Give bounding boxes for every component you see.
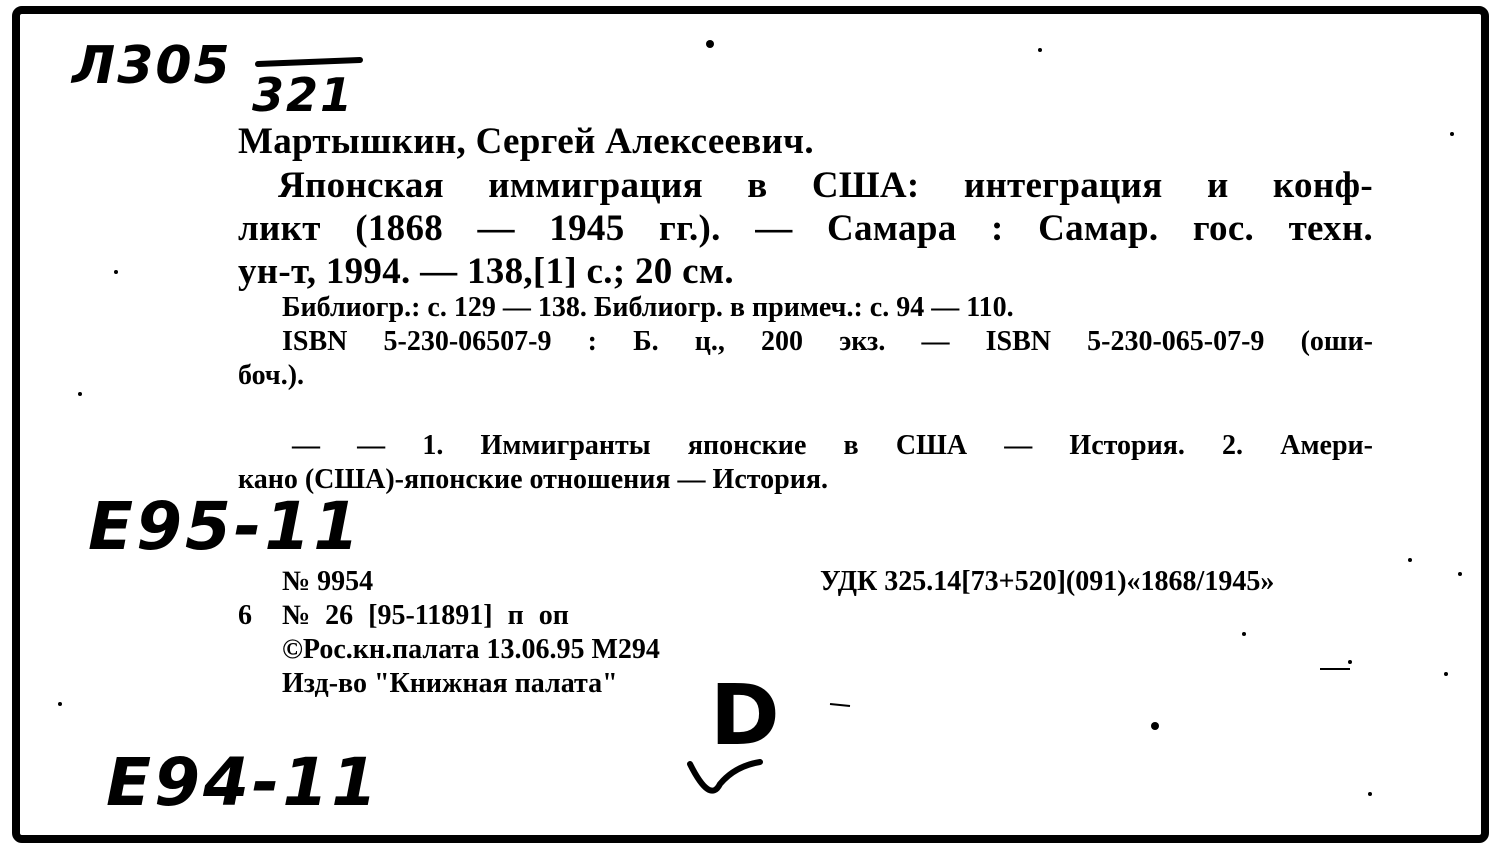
publisher-line: Изд-во "Книжная палата"	[282, 668, 618, 699]
pen-marks	[20, 14, 1481, 835]
udc-classification: УДК 325.14[73+520](091)«1868/1945»	[820, 566, 1275, 597]
title-line-3: ун-т, 1994. — 138,[1] с.; 20 см.	[238, 251, 734, 292]
author-heading: Мартышкин, Сергей Алексеевич.	[238, 121, 814, 162]
registry-line: № 26 [95-11891] п оп	[282, 600, 569, 631]
handwritten-mark-bottom: Е94-11	[106, 744, 381, 821]
handwritten-letter-d: D	[710, 666, 780, 764]
isbn-note-continued: боч.).	[238, 360, 305, 391]
handwritten-mark-middle: Е95-11	[88, 488, 363, 565]
handwritten-code-fraction: 321	[252, 68, 355, 122]
copyright-line: ©Рос.кн.палата 13.06.95 М294	[282, 634, 660, 665]
title-line-2: ликт (1868 — 1945 гг.). — Самара : Самар. гос. техн.	[238, 208, 1373, 249]
card-number: № 9954	[282, 566, 374, 597]
number-prefix: 6	[238, 600, 252, 631]
catalog-card	[12, 6, 1489, 843]
bibliography-note: Библиогр.: с. 129 — 138. Библиогр. в примеч.: с. 94 — 110.	[282, 292, 1014, 323]
title-line-1: Японская иммиграция в США: интеграция и конф-	[278, 165, 1373, 206]
isbn-note: ISBN 5-230-06507-9 : Б. ц., 200 экз. — ISBN 5-230-065-07-9 (оши-	[282, 326, 1373, 357]
subject-line-1: — — 1. Иммигранты японские в США — История. 2. Амери-	[292, 430, 1373, 461]
handwritten-code-top: Л305	[72, 36, 232, 96]
subject-line-2: кано (США)-японские отношения — История.	[238, 464, 828, 495]
